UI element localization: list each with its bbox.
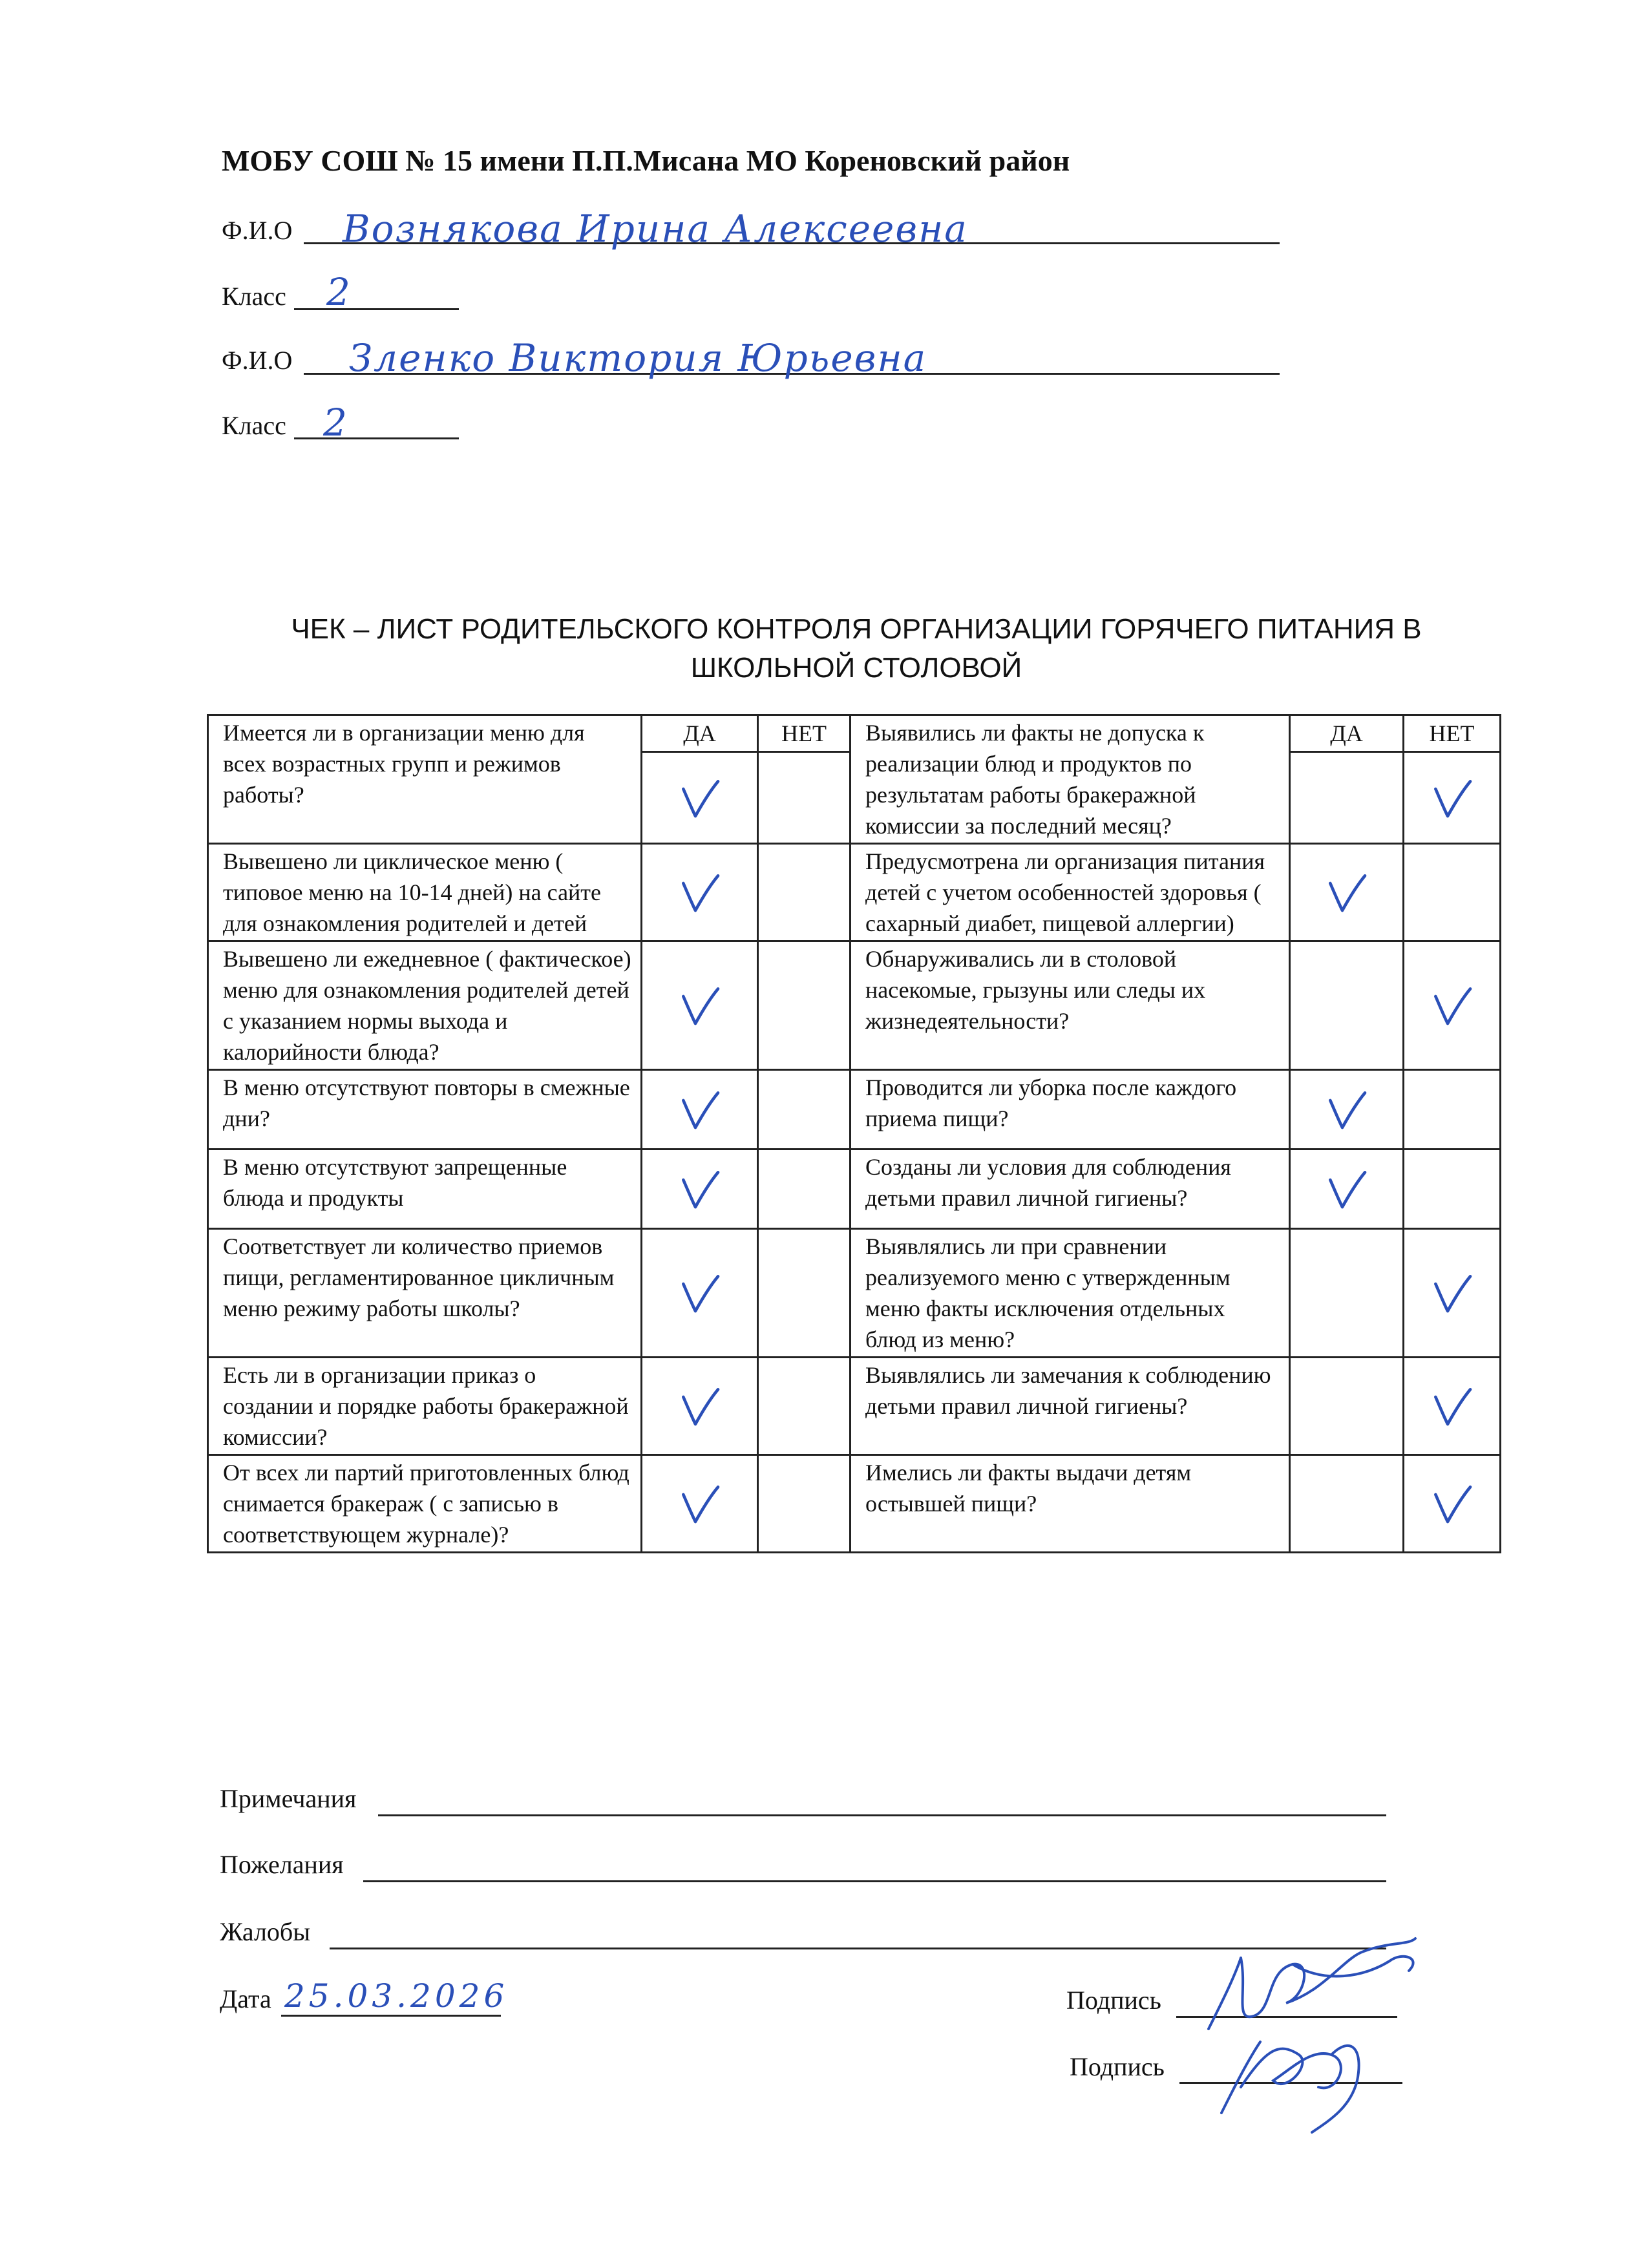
left-no-cell[interactable] [758, 1455, 850, 1553]
check-mark-icon [1291, 854, 1402, 931]
check-mark-icon [642, 1150, 757, 1228]
table-row [208, 1358, 1501, 1455]
class-line-1 [294, 308, 459, 310]
checklist-table [207, 714, 1501, 1553]
notes-label: Примечания [220, 1784, 357, 1813]
complaints-label: Жалобы [220, 1917, 311, 1946]
signature-label-1: Подпись [1066, 1986, 1161, 2015]
right-question-cell [850, 1358, 1290, 1455]
title-line-1: ЧЕК – ЛИСТ РОДИТЕЛЬСКОГО КОНТРОЛЯ ОРГАНИЗАЦИИ ГОРЯЧЕГО ПИТАНИЯ В [291, 613, 1422, 645]
check-mark-icon [642, 1254, 757, 1332]
right-yes-cell[interactable] [1290, 1150, 1404, 1229]
check-mark-icon [1404, 1465, 1499, 1542]
person2-class: 2 [323, 401, 348, 445]
right-no-cell[interactable] [1404, 1229, 1501, 1358]
left-yes-cell[interactable] [642, 1070, 758, 1150]
right-question: Проводится ли уборка после каждого приема пищи? [865, 1075, 1237, 1131]
left-yes-cell[interactable] [642, 1358, 758, 1455]
check-mark-icon [642, 854, 757, 931]
right-question-cell [850, 844, 1290, 941]
right-question: Выявлялись ли при сравнении реализуемого меню с утвержденным меню факты исключения отдельных блюд из меню? [865, 1234, 1231, 1352]
check-mark-icon [1404, 1254, 1499, 1332]
header-yes: ДА [1290, 715, 1404, 752]
left-yes-cell[interactable] [642, 1455, 758, 1553]
right-question: Предусмотрена ли организация питания детей с учетом особенностей здоровья ( сахарный диабет, пищевой аллергии) [865, 848, 1265, 936]
right-question-cell [850, 941, 1290, 1070]
table-row [208, 1070, 1501, 1150]
left-question-cell [208, 1150, 642, 1229]
wishes-line [363, 1880, 1386, 1882]
date-label: Дата [220, 1984, 271, 2013]
left-question-cell [208, 715, 642, 844]
check-mark-icon [1404, 759, 1499, 837]
left-question-cell [208, 941, 642, 1070]
table-row [208, 941, 1501, 1070]
left-yes-cell[interactable] [642, 941, 758, 1070]
left-no-cell[interactable] [758, 1150, 850, 1229]
title-line-2: ШКОЛЬНОЙ СТОЛОВОЙ [690, 652, 1022, 684]
right-yes-cell[interactable] [1290, 1455, 1404, 1553]
left-question: От всех ли партий приготовленных блюд снимается бракераж ( с записью в соответствующем журнале)? [223, 1460, 629, 1548]
left-no-cell[interactable] [758, 752, 850, 844]
left-question-cell [208, 844, 642, 941]
right-no-cell[interactable] [1404, 941, 1501, 1070]
left-question-cell [208, 1455, 642, 1553]
fio-label-1: Ф.И.О [222, 216, 293, 245]
right-no-cell[interactable] [1404, 1070, 1501, 1150]
date-value: 25.03.2026 [284, 1977, 509, 2015]
right-question-cell [850, 1150, 1290, 1229]
table-row [208, 1150, 1501, 1229]
right-yes-cell[interactable] [1290, 1358, 1404, 1455]
check-mark-icon [642, 759, 757, 837]
header-no: НЕТ [1404, 715, 1501, 752]
right-question: Созданы ли условия для соблюдения детьми правил личной гигиены? [865, 1154, 1231, 1211]
class-label-1: Класс [222, 282, 286, 311]
right-yes-cell[interactable] [1290, 752, 1404, 844]
checklist-title [213, 610, 1499, 688]
check-mark-icon [642, 1071, 757, 1148]
person1-class: 2 [326, 270, 352, 314]
right-no-cell[interactable] [1404, 1358, 1501, 1455]
check-mark-icon [1404, 1367, 1499, 1445]
table-row [208, 1455, 1501, 1553]
left-no-cell[interactable] [758, 941, 850, 1070]
notes-line [378, 1814, 1386, 1816]
right-yes-cell[interactable] [1290, 1070, 1404, 1150]
right-no-cell[interactable] [1404, 1150, 1501, 1229]
signature-label-2: Подпись [1070, 2052, 1165, 2081]
check-mark-icon [1291, 1150, 1402, 1228]
wishes-label: Пожелания [220, 1850, 344, 1879]
class-line-2 [294, 437, 459, 439]
left-question-cell [208, 1070, 642, 1150]
left-question: Имеется ли в организации меню для всех возрастных групп и режимов работы? [223, 720, 585, 808]
left-question: В меню отсутствуют повторы в смежные дни? [223, 1075, 630, 1131]
right-no-cell[interactable] [1404, 752, 1501, 844]
left-yes-cell[interactable] [642, 844, 758, 941]
right-yes-cell[interactable] [1290, 941, 1404, 1070]
table-row [208, 844, 1501, 941]
table-header-row [208, 715, 1501, 752]
right-yes-cell[interactable] [1290, 1229, 1404, 1358]
check-mark-icon [642, 1367, 757, 1445]
check-mark-icon [1291, 1071, 1402, 1148]
left-yes-cell[interactable] [642, 752, 758, 844]
right-no-cell[interactable] [1404, 844, 1501, 941]
left-yes-cell[interactable] [642, 1229, 758, 1358]
class-label-2: Класс [222, 411, 286, 440]
left-question: Соответствует ли количество приемов пищи, регламентированное цикличным меню режиму работы школы? [223, 1234, 615, 1321]
right-question: Выявлялись ли замечания к соблюдению детьми правил личной гигиены? [865, 1362, 1271, 1419]
left-no-cell[interactable] [758, 1070, 850, 1150]
left-question: В меню отсутствуют запрещенные блюда и продукты [223, 1154, 567, 1211]
person2-name: Зленко Виктория Юрьевна [349, 336, 927, 380]
signature-2 [1202, 2010, 1396, 2139]
header-yes: ДА [642, 715, 758, 752]
fio-label-2: Ф.И.О [222, 346, 293, 375]
header-no: НЕТ [758, 715, 850, 752]
left-no-cell[interactable] [758, 1229, 850, 1358]
right-question-cell [850, 715, 1290, 844]
right-question-cell [850, 1070, 1290, 1150]
right-no-cell[interactable] [1404, 1455, 1501, 1553]
check-mark-icon [1404, 967, 1499, 1044]
school-name: МОБУ СОШ № 15 имени П.П.Мисана МО Кореновский район [222, 144, 1070, 177]
left-question: Вывешено ли ежедневное ( фактическое) меню для ознакомления родителей детей с указанием нормы выхода и калорийности блюда? [223, 946, 631, 1065]
right-question-cell [850, 1455, 1290, 1553]
left-yes-cell[interactable] [642, 1150, 758, 1229]
left-question: Есть ли в организации приказ о создании и порядке работы бракеражной комиссии? [223, 1362, 629, 1450]
left-no-cell[interactable] [758, 1358, 850, 1455]
right-question: Обнаруживались ли в столовой насекомые, грызуны или следы их жизнедеятельности? [865, 946, 1206, 1034]
check-mark-icon [642, 967, 757, 1044]
person1-name: Вознякова Ирина Алексеевна [343, 207, 968, 251]
left-question-cell [208, 1358, 642, 1455]
left-question-cell [208, 1229, 642, 1358]
table-row [208, 1229, 1501, 1358]
left-no-cell[interactable] [758, 844, 850, 941]
left-question: Вывешено ли циклическое меню ( типовое меню на 10-14 дней) на сайте для ознакомления родителей и детей [223, 848, 602, 936]
check-mark-icon [642, 1465, 757, 1542]
right-question: Выявились ли факты не допуска к реализации блюд и продуктов по результатам работы бракеражной комиссии за последний месяц? [865, 720, 1205, 839]
date-line [281, 2015, 501, 2017]
right-yes-cell[interactable] [1290, 844, 1404, 941]
right-question: Имелись ли факты выдачи детям остывшей пищи? [865, 1460, 1192, 1517]
right-question-cell [850, 1229, 1290, 1358]
